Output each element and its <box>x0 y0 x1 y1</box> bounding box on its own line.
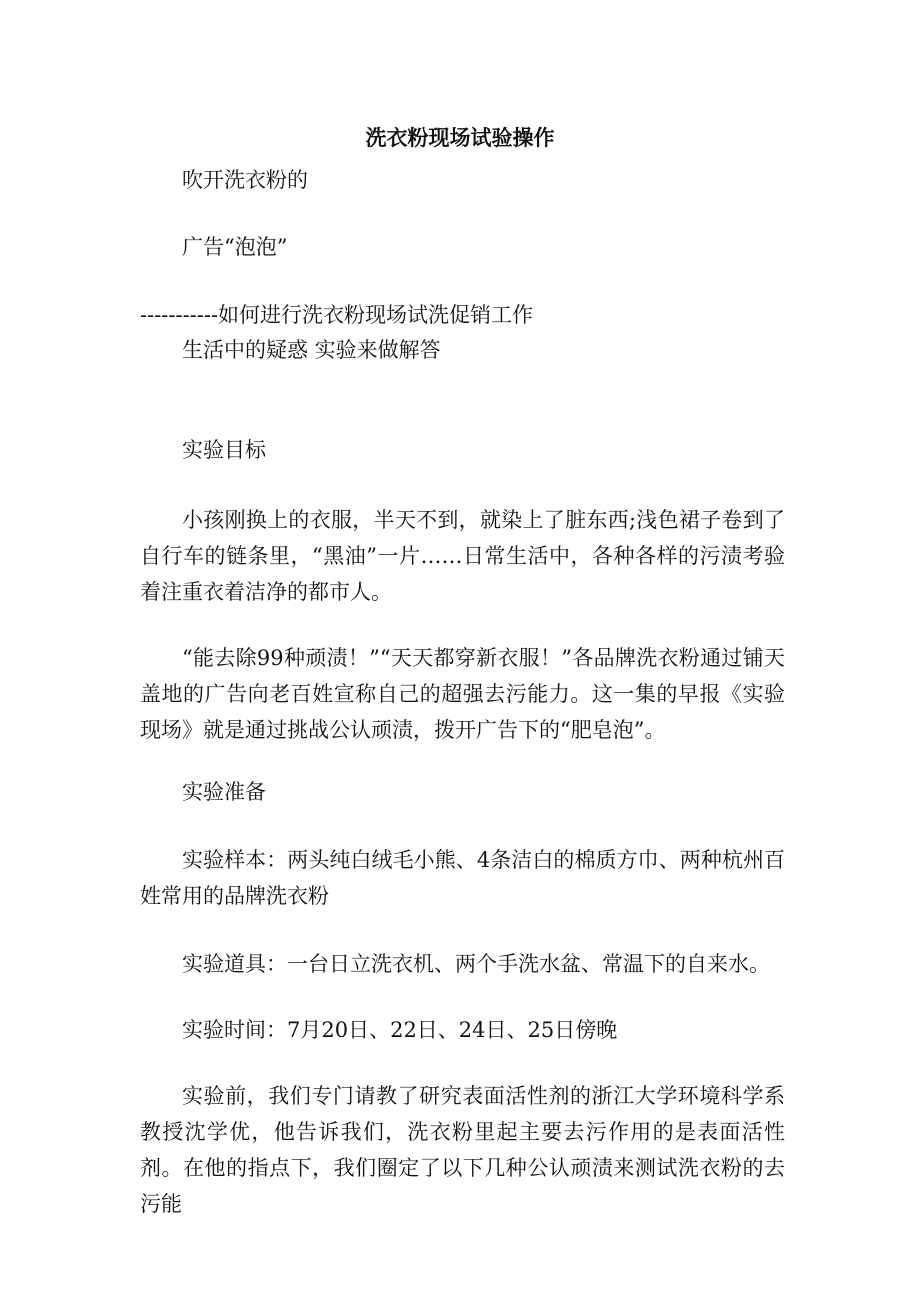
paragraph-goal-2: “能去除99种顽渍！”“天天都穿新衣服！”各品牌洗衣粉通过铺天盖地的广告向老百姓宣称自己的超强去污能力。这一集的早报《实验现场》就是通过挑战公认顽渍，拨开广告下的“肥皂泡”。 <box>140 646 785 742</box>
intro-line-3: 生活中的疑惑 实验来做解答 <box>182 338 441 362</box>
intro-line-2: 广告“泡泡” <box>182 235 288 259</box>
intro-line-1: 吹开洗衣粉的 <box>182 168 308 192</box>
paragraph-time: 实验时间：7月20日、22日、24日、25日傍晚 <box>182 1018 618 1042</box>
subtitle-line: -----------如何进行洗衣粉现场试洗促销工作 <box>140 303 534 327</box>
paragraph-method: 实验前，我们专门请教了研究表面活性剂的浙江大学环境科学系教授沈学优，他告诉我们，洗衣粉里起主要去污作用的是表面活性剂。在他的指点下，我们圈定了以下几种公认顽渍来测试洗衣粉的去污能 <box>140 1084 785 1216</box>
paragraph-samples: 实验样本：两头纯白绒毛小熊、4条洁白的棉质方巾、两种杭州百姓常用的品牌洗衣粉 <box>140 848 785 908</box>
section-heading-prepare: 实验准备 <box>182 780 266 804</box>
document-title: 洗衣粉现场试验操作 <box>365 125 555 150</box>
section-heading-goal: 实验目标 <box>182 438 266 462</box>
paragraph-tools: 实验道具：一台日立洗衣机、两个手洗水盆、常温下的自来水。 <box>182 952 770 976</box>
paragraph-goal-1: 小孩刚换上的衣服，半天不到，就染上了脏东西;浅色裙子卷到了自行车的链条里，“黑油”一片……日常生活中，各种各样的污渍考验着注重衣着洁净的都市人。 <box>140 508 785 604</box>
